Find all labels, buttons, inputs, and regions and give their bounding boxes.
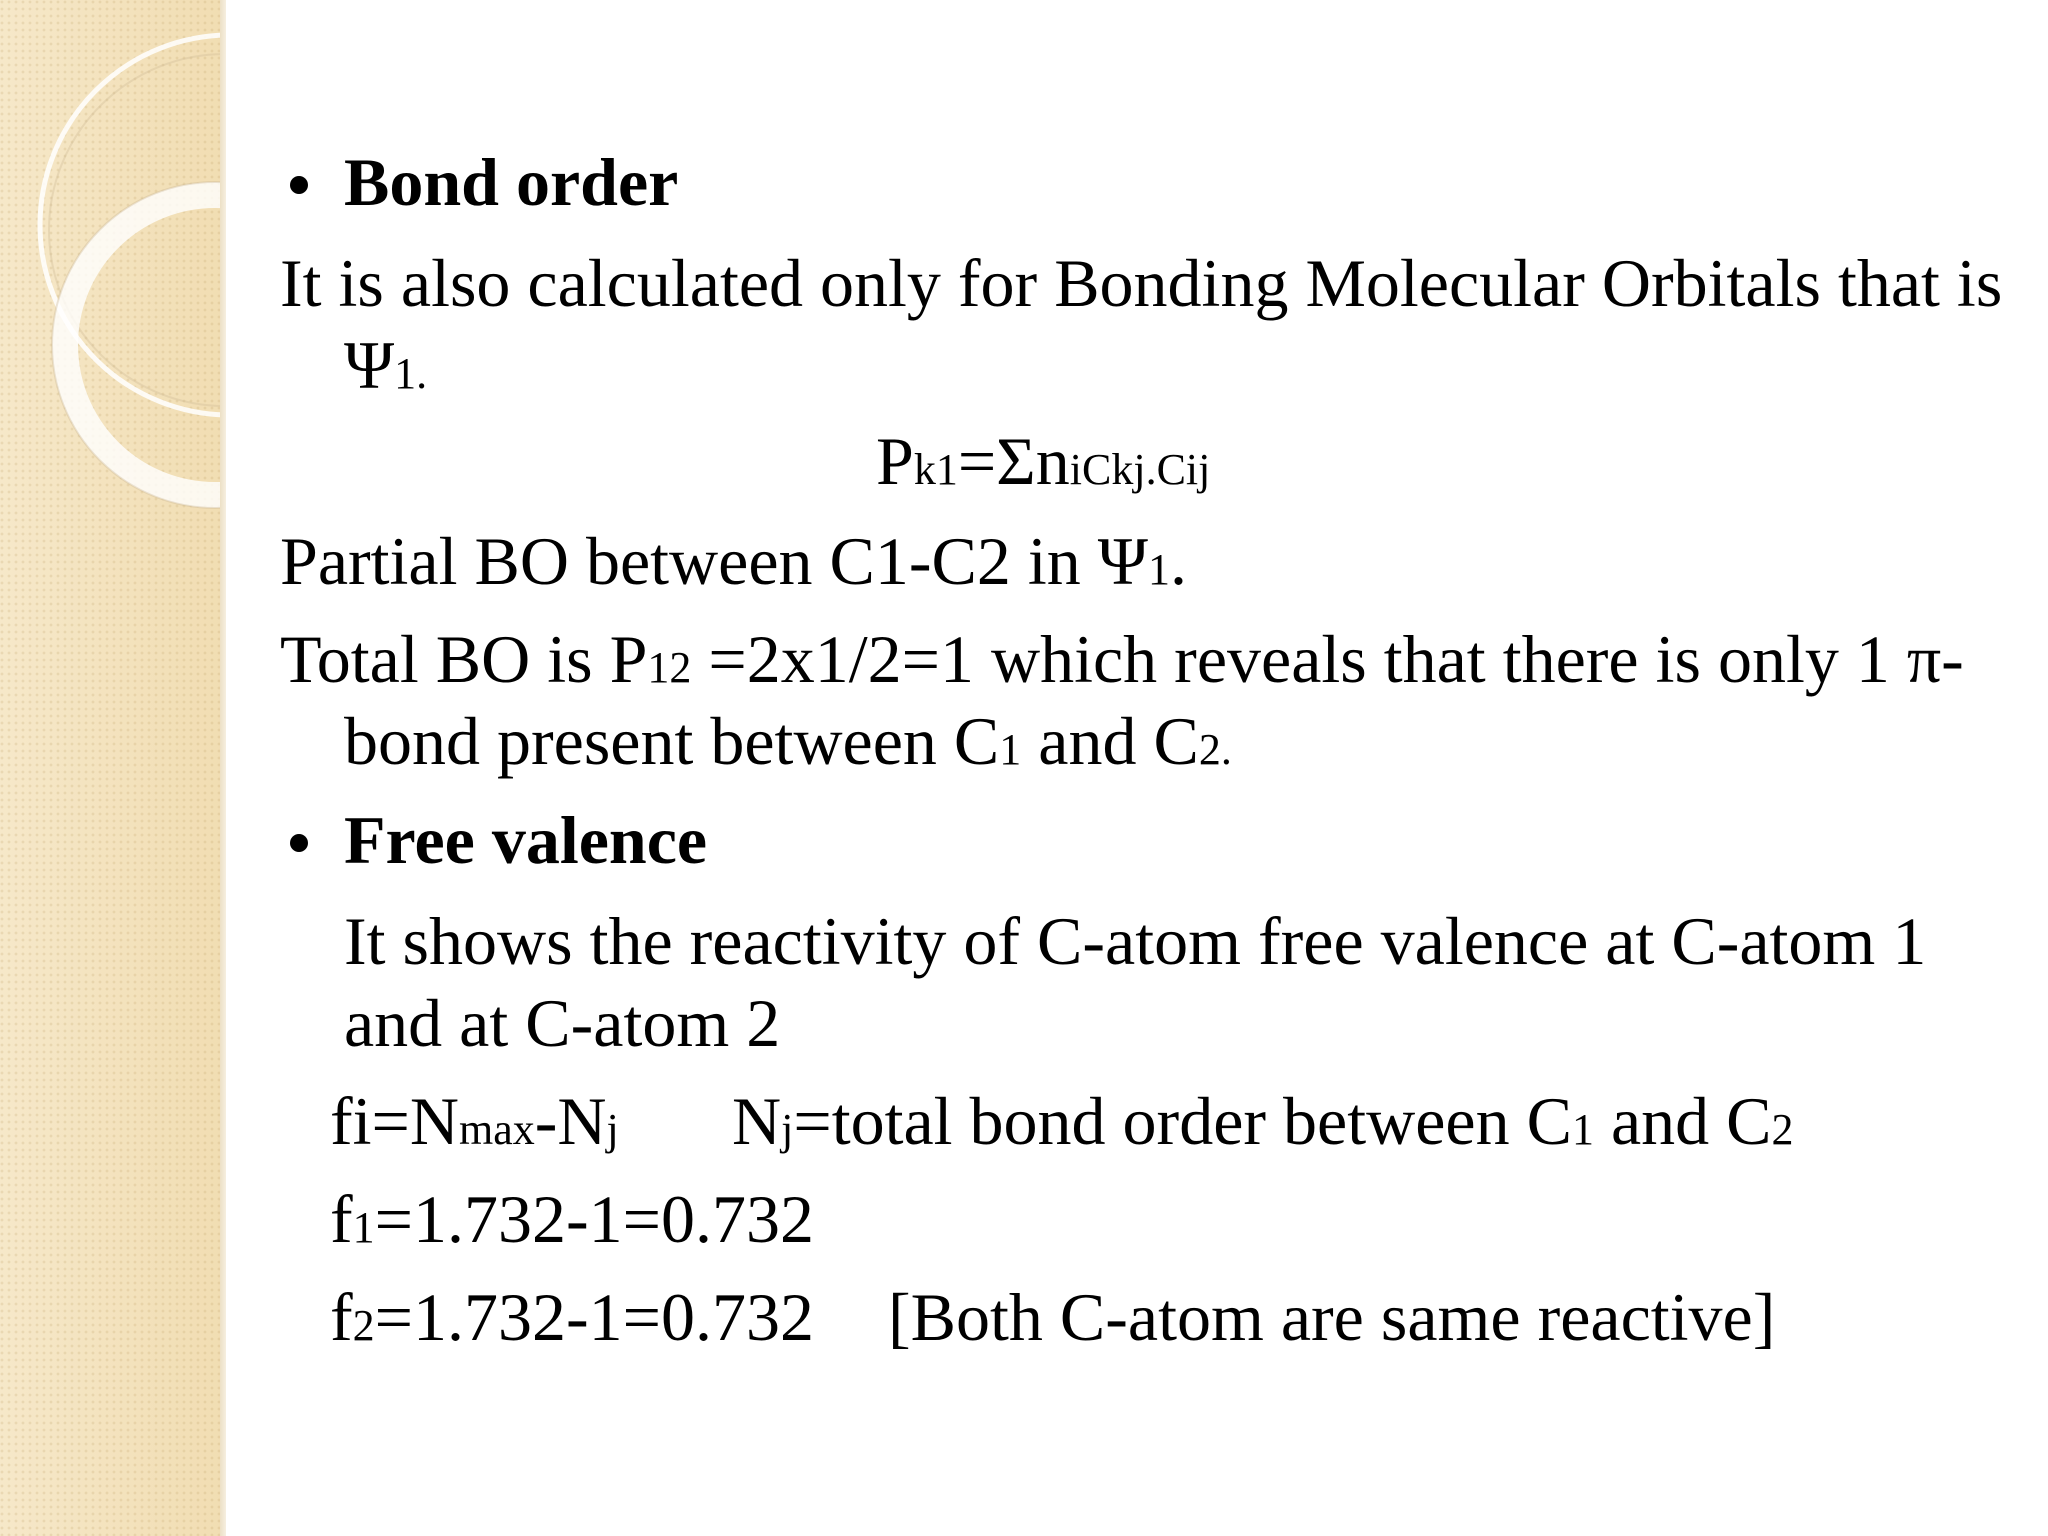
total-bo-line-cont: bond present between C1 and C2. bbox=[344, 703, 1232, 779]
total-bo-line: Total BO is P12 =2x1/2=1 which reveals that there is only 1 π- bbox=[280, 621, 1964, 697]
f2-note: [Both C-atom are same reactive] bbox=[888, 1279, 1776, 1355]
bullet-bond-order bbox=[290, 176, 308, 194]
free-valence-desc: It shows the reactivity of C-atom free valence at C-atom 1 bbox=[344, 903, 1927, 979]
heading-bond-order: Bond order bbox=[344, 144, 679, 220]
bullet-free-valence bbox=[290, 834, 308, 852]
partial-bo-line: Partial BO between C1-C2 in Ψ1. bbox=[280, 523, 1187, 599]
heading-free-valence: Free valence bbox=[344, 802, 708, 878]
bond-order-desc: It is also calculated only for Bonding Molecular Orbitals that is bbox=[280, 245, 2003, 321]
fi-formula: fi=Nmax-Nj bbox=[330, 1083, 619, 1159]
bond-order-formula: Pk1=ΣniCkj.Cij bbox=[876, 423, 1211, 499]
free-valence-desc-cont: and at C-atom 2 bbox=[344, 985, 781, 1061]
f1-equation: f1=1.732-1=0.732 bbox=[330, 1181, 814, 1257]
bond-order-desc-psi: Ψ1. bbox=[344, 327, 428, 403]
f2-equation: f2=1.732-1=0.732 bbox=[330, 1279, 814, 1355]
nj-definition: Nj=total bond order between C1 and C2 bbox=[732, 1083, 1794, 1159]
